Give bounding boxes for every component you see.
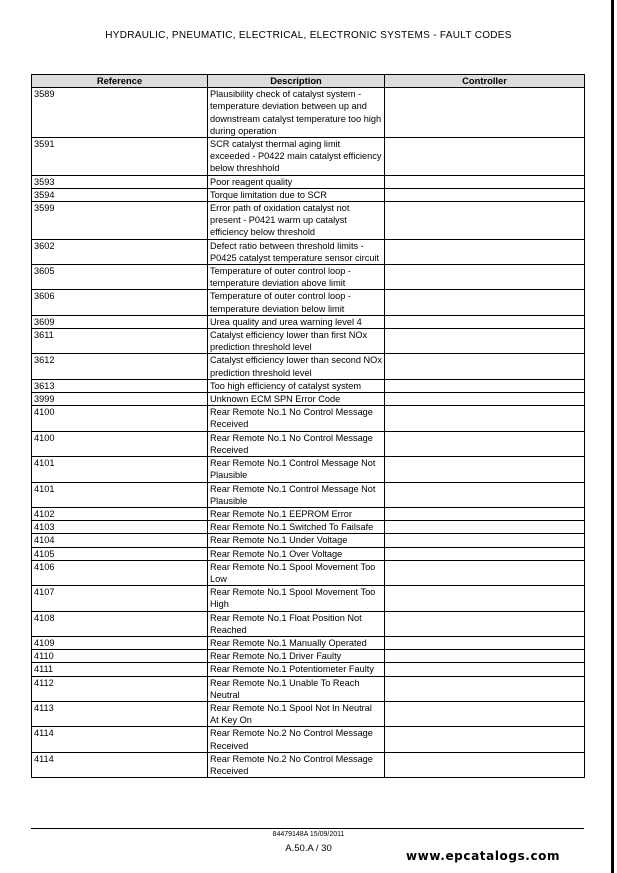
- controller-cell: [385, 586, 585, 611]
- description-cell: Too high efficiency of catalyst system: [208, 379, 385, 392]
- reference-cell: 3605: [32, 265, 208, 290]
- reference-cell: 4104: [32, 534, 208, 547]
- controller-cell: [385, 202, 585, 240]
- table-row: [32, 175, 585, 188]
- table-row: [32, 290, 585, 315]
- controller-cell: [385, 379, 585, 392]
- description-cell: Rear Remote No.2 No Control Message Received: [208, 752, 385, 777]
- table-row: [32, 393, 585, 406]
- table-row: [32, 586, 585, 611]
- table-row: [32, 752, 585, 777]
- table-row: [32, 406, 585, 431]
- reference-cell: 4102: [32, 507, 208, 520]
- controller-cell: [385, 521, 585, 534]
- controller-cell: [385, 676, 585, 701]
- description-cell: Rear Remote No.1 No Control Message Received: [208, 431, 385, 456]
- reference-cell: 4110: [32, 650, 208, 663]
- description-cell: Rear Remote No.1 Driver Faulty: [208, 650, 385, 663]
- table-row: [32, 560, 585, 585]
- description-cell: Unknown ECM SPN Error Code: [208, 393, 385, 406]
- table-row: [32, 611, 585, 636]
- table-row: [32, 676, 585, 701]
- column-header-controller: Controller: [385, 75, 585, 88]
- description-cell: Rear Remote No.1 Spool Movement Too High: [208, 586, 385, 611]
- description-cell: Rear Remote No.1 Switched To Failsafe: [208, 521, 385, 534]
- description-cell: Rear Remote No.1 Potentiometer Faulty: [208, 663, 385, 676]
- table-row: [32, 329, 585, 354]
- description-cell: Poor reagent quality: [208, 175, 385, 188]
- reference-cell: 4112: [32, 676, 208, 701]
- description-cell: Temperature of outer control loop - temperature deviation below limit: [208, 290, 385, 315]
- reference-cell: 3602: [32, 239, 208, 264]
- reference-cell: 4100: [32, 406, 208, 431]
- description-cell: Error path of oxidation catalyst not present - P0421 warm up catalyst efficiency below threshold: [208, 202, 385, 240]
- reference-cell: 4101: [32, 482, 208, 507]
- table-row: [32, 315, 585, 328]
- table-body: [32, 88, 585, 778]
- reference-cell: 3593: [32, 175, 208, 188]
- reference-cell: 4106: [32, 560, 208, 585]
- reference-cell: 3613: [32, 379, 208, 392]
- controller-cell: [385, 393, 585, 406]
- reference-cell: 4114: [32, 752, 208, 777]
- table-row: [32, 202, 585, 240]
- table-row: [32, 188, 585, 201]
- description-cell: Rear Remote No.1 Spool Movement Too Low: [208, 560, 385, 585]
- description-cell: Rear Remote No.1 Control Message Not Plausible: [208, 482, 385, 507]
- reference-cell: 4105: [32, 547, 208, 560]
- table-header-row: [32, 75, 585, 88]
- description-cell: Torque limitation due to SCR: [208, 188, 385, 201]
- controller-cell: [385, 650, 585, 663]
- reference-cell: 3612: [32, 354, 208, 379]
- controller-cell: [385, 265, 585, 290]
- column-header-reference: Reference: [32, 75, 208, 88]
- controller-cell: [385, 611, 585, 636]
- table-row: [32, 547, 585, 560]
- controller-cell: [385, 752, 585, 777]
- controller-cell: [385, 315, 585, 328]
- controller-cell: [385, 175, 585, 188]
- reference-cell: 3599: [32, 202, 208, 240]
- table-row: [32, 636, 585, 649]
- description-cell: Rear Remote No.1 Unable To Reach Neutral: [208, 676, 385, 701]
- description-cell: Rear Remote No.2 No Control Message Received: [208, 727, 385, 752]
- page-number: A.50.A / 30: [285, 843, 332, 854]
- table-row: [32, 482, 585, 507]
- reference-cell: 4108: [32, 611, 208, 636]
- table-row: [32, 88, 585, 138]
- controller-cell: [385, 431, 585, 456]
- table-row: [32, 457, 585, 482]
- controller-cell: [385, 727, 585, 752]
- reference-cell: 4100: [32, 431, 208, 456]
- reference-cell: 4107: [32, 586, 208, 611]
- description-cell: Rear Remote No.1 Over Voltage: [208, 547, 385, 560]
- controller-cell: [385, 138, 585, 176]
- table-row: [32, 431, 585, 456]
- controller-cell: [385, 636, 585, 649]
- description-cell: Rear Remote No.1 Under Voltage: [208, 534, 385, 547]
- reference-cell: 4111: [32, 663, 208, 676]
- page-title: HYDRAULIC, PNEUMATIC, ELECTRICAL, ELECTRONIC SYSTEMS - FAULT CODES: [105, 30, 512, 41]
- footer-divider: [31, 828, 584, 829]
- description-cell: Urea quality and urea warning level 4: [208, 315, 385, 328]
- reference-cell: 4113: [32, 701, 208, 726]
- reference-cell: 3609: [32, 315, 208, 328]
- table-row: [32, 534, 585, 547]
- controller-cell: [385, 701, 585, 726]
- table-row: [32, 239, 585, 264]
- controller-cell: [385, 663, 585, 676]
- description-cell: Rear Remote No.1 Spool Not In Neutral At Key On: [208, 701, 385, 726]
- description-cell: Plausibility check of catalyst system - temperature deviation between up and downstream catalyst temperature too high during operation: [208, 88, 385, 138]
- description-cell: Temperature of outer control loop - temperature deviation above limit: [208, 265, 385, 290]
- reference-cell: 4103: [32, 521, 208, 534]
- description-cell: Catalyst efficiency lower than first NOx prediction threshold level: [208, 329, 385, 354]
- description-cell: Rear Remote No.1 Control Message Not Plausible: [208, 457, 385, 482]
- table-row: [32, 138, 585, 176]
- controller-cell: [385, 507, 585, 520]
- table-row: [32, 507, 585, 520]
- controller-cell: [385, 290, 585, 315]
- reference-cell: 3591: [32, 138, 208, 176]
- controller-cell: [385, 239, 585, 264]
- reference-cell: 3999: [32, 393, 208, 406]
- description-cell: Rear Remote No.1 No Control Message Received: [208, 406, 385, 431]
- table-row: [32, 701, 585, 726]
- watermark-text: www.epcatalogs.com: [406, 849, 561, 863]
- table-row: [32, 379, 585, 392]
- description-cell: Catalyst efficiency lower than second NOx prediction threshold level: [208, 354, 385, 379]
- description-cell: Rear Remote No.1 EEPROM Error: [208, 507, 385, 520]
- controller-cell: [385, 406, 585, 431]
- controller-cell: [385, 482, 585, 507]
- controller-cell: [385, 329, 585, 354]
- document-code: 84479148A 15/09/2011: [272, 831, 345, 838]
- reference-cell: 3611: [32, 329, 208, 354]
- reference-cell: 3594: [32, 188, 208, 201]
- table-row: [32, 663, 585, 676]
- description-cell: Defect ratio between threshold limits - P0425 catalyst temperature sensor circuit: [208, 239, 385, 264]
- reference-cell: 3606: [32, 290, 208, 315]
- controller-cell: [385, 534, 585, 547]
- table-row: [32, 354, 585, 379]
- controller-cell: [385, 354, 585, 379]
- reference-cell: 4109: [32, 636, 208, 649]
- column-header-description: Description: [208, 75, 385, 88]
- table-row: [32, 727, 585, 752]
- controller-cell: [385, 88, 585, 138]
- description-cell: Rear Remote No.1 Float Position Not Reached: [208, 611, 385, 636]
- description-cell: Rear Remote No.1 Manually Operated: [208, 636, 385, 649]
- table-row: [32, 521, 585, 534]
- table-row: [32, 650, 585, 663]
- controller-cell: [385, 457, 585, 482]
- reference-cell: 4101: [32, 457, 208, 482]
- controller-cell: [385, 560, 585, 585]
- controller-cell: [385, 547, 585, 560]
- reference-cell: 3589: [32, 88, 208, 138]
- description-cell: SCR catalyst thermal aging limit exceeded - P0422 main catalyst efficiency below threshhold: [208, 138, 385, 176]
- controller-cell: [385, 188, 585, 201]
- fault-code-table: [31, 74, 585, 778]
- fault-code-table-container: [31, 74, 584, 778]
- page-edge-rule: [611, 0, 614, 873]
- table-row: [32, 265, 585, 290]
- reference-cell: 4114: [32, 727, 208, 752]
